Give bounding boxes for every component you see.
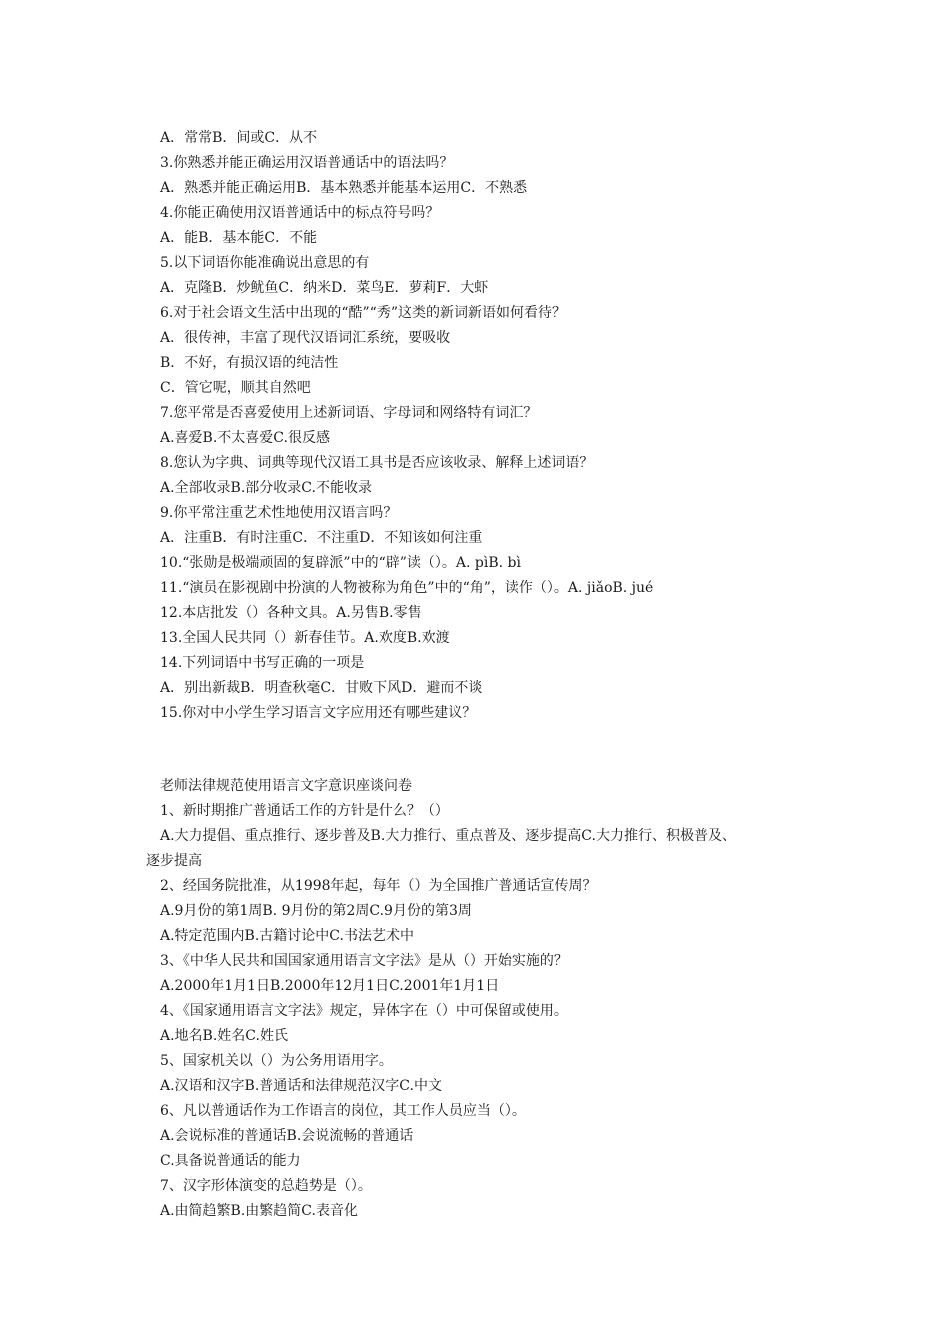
question-line: 4、《国家通用语言文字法》规定，异体字在（）中可保留或使用。: [160, 1003, 568, 1019]
answer-options-line: A．常常B．间或C．从不: [160, 130, 318, 146]
answer-options-line: C．管它呢，顺其自然吧: [160, 380, 311, 396]
question-line: 4.你能正确使用汉语普通话中的标点符号吗？: [160, 205, 440, 221]
answer-options-line: B．不好，有损汉语的纯洁性: [160, 355, 339, 371]
question-line: 10.“张勋是极端顽固的复辟派”中的“辟”读（）。A. pìB. bì: [160, 555, 521, 571]
question-line: 12.本店批发（）各种文具。A.另售B.零售: [160, 605, 422, 621]
answer-options-line: A.9月份的第1周B. 9月份的第2周C.9月份的第3周: [160, 903, 472, 919]
question-line: 6、凡以普通话作为工作语言的岗位，其工作人员应当（）。: [160, 1103, 526, 1119]
answer-options-line: A.喜爱B.不太喜爱C.很反感: [160, 430, 330, 446]
question-line: 6.对于社会语文生活中出现的“酷”“秀”这类的新词新语如何看待？: [160, 305, 566, 321]
question-line: 5.以下词语你能准确说出意思的有: [160, 255, 370, 271]
answer-options-line: A.特定范围内B.古籍讨论中C.书法艺术中: [160, 928, 414, 944]
answer-options-line: A．注重B．有时注重C．不注重D．不知该如何注重: [160, 530, 483, 546]
answer-options-line: A.汉语和汉字B.普通话和法律规范汉字C.中文: [160, 1078, 442, 1094]
answer-options-line: A．克隆B．炒鱿鱼C．纳米D．菜鸟E．萝莉F．大虾: [160, 280, 489, 296]
question-line: 8.您认为字典、词典等现代汉语工具书是否应该收录、解释上述词语？: [160, 455, 594, 471]
answer-options-continuation: 逐步提高: [146, 853, 202, 869]
question-line: 1、新时期推广普通话工作的方针是什么？（）: [160, 803, 449, 819]
question-line: 5、国家机关以（）为公务用语用字。: [160, 1053, 393, 1069]
question-line: 3.你熟悉并能正确运用汉语普通话中的语法吗？: [160, 155, 454, 171]
answer-options-line: A．很传神，丰富了现代汉语词汇系统，要吸收: [160, 330, 451, 346]
question-line: 2、经国务院批准，从1998年起，每年（）为全国推广普通话宣传周？: [160, 878, 597, 894]
answer-options-line: A.全部收录B.部分收录C.不能收录: [160, 480, 372, 496]
question-line: 7、汉字形体演变的总趋势是（）。: [160, 1178, 372, 1194]
answer-options-line: A.大力提倡、重点推行、逐步普及B.大力推行、重点普及、逐步提高C.大力推行、积极普及、: [160, 828, 736, 844]
answer-options-line: A.地名B.姓名C.姓氏: [160, 1028, 288, 1044]
section-title: 老师法律规范使用语言文字意识座谈问卷: [160, 778, 412, 794]
question-line: 13.全国人民共同（）新春佳节。A.欢度B.欢渡: [160, 630, 450, 646]
answer-options-line: A．熟悉并能正确运用B．基本熟悉并能基本运用C．不熟悉: [160, 180, 528, 196]
question-line: 9.你平常注重艺术性地使用汉语言吗？: [160, 505, 398, 521]
answer-options-line: A.2000年1月1日B.2000年12月1日C.2001年1月1日: [160, 978, 500, 994]
question-line: 11.“演员在影视剧中扮演的人物被称为角色”中的“角”，读作（）。A. jiǎoB. jué: [160, 580, 654, 596]
question-line: 3、《中华人民共和国国家通用语言文字法》是从（）开始实施的？: [160, 953, 568, 969]
question-line: 15.你对中小学生学习语言文字应用还有哪些建议？: [160, 705, 477, 721]
answer-options-line: A.会说标准的普通话B.会说流畅的普通话: [160, 1128, 414, 1144]
question-line: 14.下列词语中书写正确的一项是: [160, 655, 365, 671]
question-line: 7.您平常是否喜爱使用上述新词语、字母词和网络特有词汇？: [160, 405, 538, 421]
answer-options-line: A．能B．基本能C．不能: [160, 230, 318, 246]
answer-options-line: A.由简趋繁B.由繁趋简C.表音化: [160, 1203, 358, 1219]
answer-options-line: A．别出新裁B．明查秋毫C．甘败下风D．避而不谈: [160, 680, 483, 696]
answer-options-line: C.具备说普通话的能力: [160, 1153, 301, 1169]
